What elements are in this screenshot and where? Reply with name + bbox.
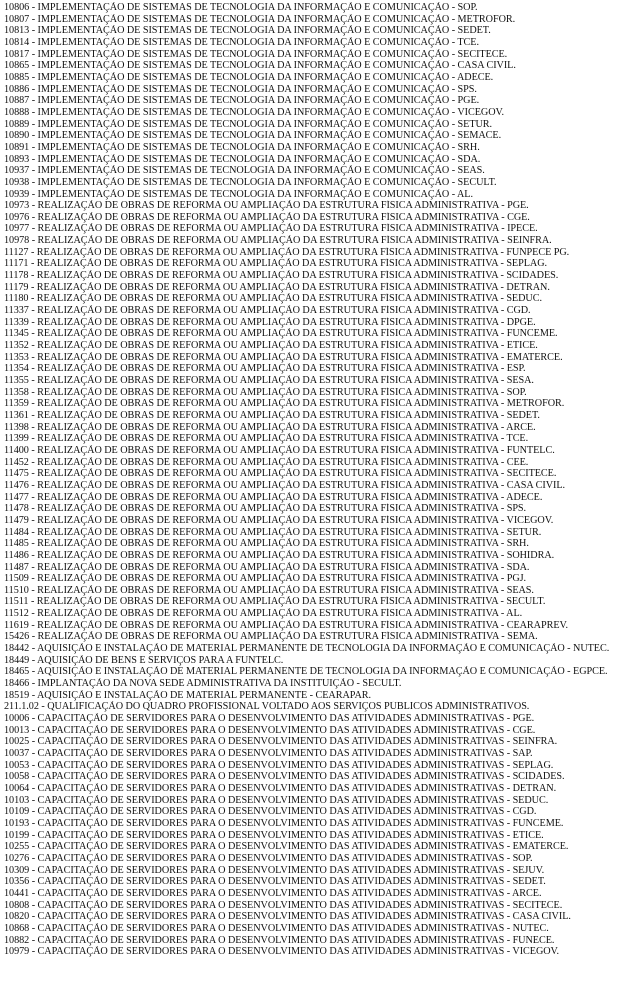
- document-line: 10064 - CAPACITAÇÃO DE SERVIDORES PARA O DESENVOLVIMENTO DAS ATIVIDADES ADMINISTRATIVAS - DETRAN.: [4, 782, 557, 794]
- document-line: 10814 - IMPLEMENTAÇÃO DE SISTEMAS DE TECNOLOGIA DA INFORMAÇÃO E COMUNICAÇÃO - TCE.: [4, 36, 479, 48]
- document-line: 11478 - REALIZAÇÃO DE OBRAS DE REFORMA OU AMPLIAÇÃO DA ESTRUTURA FÍSICA ADMINISTRATIVA - SPS.: [4, 503, 527, 515]
- document-line: 11358 - REALIZAÇÃO DE OBRAS DE REFORMA OU AMPLIAÇÃO DA ESTRUTURA FÍSICA ADMINISTRATIVA - SOP.: [4, 386, 527, 398]
- document-line: 10886 - IMPLEMENTAÇÃO DE SISTEMAS DE TECNOLOGIA DA INFORMAÇÃO E COMUNICAÇÃO - SPS.: [4, 83, 477, 95]
- document-line: 11487 - REALIZAÇÃO DE OBRAS DE REFORMA OU AMPLIAÇÃO DA ESTRUTURA FÍSICA ADMINISTRATIVA - SDA.: [4, 561, 530, 573]
- document-line: 10053 - CAPACITAÇÃO DE SERVIDORES PARA O DESENVOLVIMENTO DAS ATIVIDADES ADMINISTRATIVAS - SEPLAG.: [4, 759, 554, 771]
- document-line: 18465 - AQUISIÇÃO E INSTALAÇÃO DE MATERIAL PERMANENTE DE TECNOLOGIA DA INFORMAÇÃO E COMUNICAÇÃO - EGPCE.: [4, 666, 608, 678]
- document-line: 10013 - CAPACITAÇÃO DE SERVIDORES PARA O DESENVOLVIMENTO DAS ATIVIDADES ADMINISTRATIVAS - CGE.: [4, 724, 536, 736]
- document-line: 10109 - CAPACITAÇÃO DE SERVIDORES PARA O DESENVOLVIMENTO DAS ATIVIDADES ADMINISTRATIVAS - CGD.: [4, 806, 537, 818]
- document-line: 10885 - IMPLEMENTAÇÃO DE SISTEMAS DE TECNOLOGIA DA INFORMAÇÃO E COMUNICAÇÃO - ADECE.: [4, 71, 494, 83]
- document-line: 10817 - IMPLEMENTAÇÃO DE SISTEMAS DE TECNOLOGIA DA INFORMAÇÃO E COMUNICAÇÃO - SECITECE.: [4, 48, 508, 60]
- document-line: 10891 - IMPLEMENTAÇÃO DE SISTEMAS DE TECNOLOGIA DA INFORMAÇÃO E COMUNICAÇÃO - SRH.: [4, 141, 480, 153]
- document-line: 11180 - REALIZAÇÃO DE OBRAS DE REFORMA OU AMPLIAÇÃO DA ESTRUTURA FÍSICA ADMINISTRATIVA - SEDUC.: [4, 293, 542, 305]
- document-line: 11510 - REALIZAÇÃO DE OBRAS DE REFORMA OU AMPLIAÇÃO DA ESTRUTURA FÍSICA ADMINISTRATIVA - SEAS.: [4, 584, 534, 596]
- document-line: 11509 - REALIZAÇÃO DE OBRAS DE REFORMA OU AMPLIAÇÃO DA ESTRUTURA FÍSICA ADMINISTRATIVA - PGJ.: [4, 573, 527, 585]
- document-line: 10938 - IMPLEMENTAÇÃO DE SISTEMAS DE TECNOLOGIA DA INFORMAÇÃO E COMUNICAÇÃO - SECULT.: [4, 176, 497, 188]
- document-line: 10820 - CAPACITAÇÃO DE SERVIDORES PARA O DESENVOLVIMENTO DAS ATIVIDADES ADMINISTRATIVAS - CASA CIVIL.: [4, 911, 571, 923]
- document-line: 11179 - REALIZAÇÃO DE OBRAS DE REFORMA OU AMPLIAÇÃO DA ESTRUTURA FÍSICA ADMINISTRATIVA - DETRAN.: [4, 281, 550, 293]
- document-line: 11352 - REALIZAÇÃO DE OBRAS DE REFORMA OU AMPLIAÇÃO DA ESTRUTURA FÍSICA ADMINISTRATIVA - ETICE.: [4, 340, 538, 352]
- document-line: 10865 - IMPLEMENTAÇÃO DE SISTEMAS DE TECNOLOGIA DA INFORMAÇÃO E COMUNICAÇÃO - CASA CIVIL.: [4, 60, 516, 72]
- document-line: 11485 - REALIZAÇÃO DE OBRAS DE REFORMA OU AMPLIAÇÃO DA ESTRUTURA FÍSICA ADMINISTRATIVA - SRH.: [4, 538, 529, 550]
- document-line: 10276 - CAPACITAÇÃO DE SERVIDORES PARA O DESENVOLVIMENTO DAS ATIVIDADES ADMINISTRATIVAS - SOP.: [4, 852, 533, 864]
- document-line: 11512 - REALIZAÇÃO DE OBRAS DE REFORMA OU AMPLIAÇÃO DA ESTRUTURA FÍSICA ADMINISTRATIVA - AL.: [4, 608, 523, 620]
- document-line: 211.1.02 - QUALIFICAÇÃO DO QUADRO PROFISSIONAL VOLTADO AOS SERVIÇOS PÚBLICOS ADMINISTRATIVOS.: [4, 701, 530, 713]
- document-line: 11127 - REALIZAÇÃO DE OBRAS DE REFORMA OU AMPLIAÇÃO DA ESTRUTURA FÍSICA ADMINISTRATIVA - FUNPECE PG.: [4, 246, 570, 258]
- document-line: 18449 - AQUISIÇÃO DE BENS E SERVIÇOS PARA A FUNTELC.: [4, 654, 284, 666]
- document-line: 11479 - REALIZAÇÃO DE OBRAS DE REFORMA OU AMPLIAÇÃO DA ESTRUTURA FÍSICA ADMINISTRATIVA - VICEGOV.: [4, 514, 554, 526]
- document-line: 10893 - IMPLEMENTAÇÃO DE SISTEMAS DE TECNOLOGIA DA INFORMAÇÃO E COMUNICAÇÃO - SDA.: [4, 153, 481, 165]
- document-line: 10890 - IMPLEMENTAÇÃO DE SISTEMAS DE TECNOLOGIA DA INFORMAÇÃO E COMUNICAÇÃO - SEMACE.: [4, 130, 502, 142]
- document-line: 10978 - REALIZAÇÃO DE OBRAS DE REFORMA OU AMPLIAÇÃO DA ESTRUTURA FÍSICA ADMINISTRATIVA - SEINFRA.: [4, 235, 552, 247]
- document-line: 10979 - CAPACITAÇÃO DE SERVIDORES PARA O DESENVOLVIMENTO DAS ATIVIDADES ADMINISTRATIVAS - VICEGOV.: [4, 946, 560, 958]
- document-line: 11398 - REALIZAÇÃO DE OBRAS DE REFORMA OU AMPLIAÇÃO DA ESTRUTURA FÍSICA ADMINISTRATIVA - ARCE.: [4, 421, 536, 433]
- document-line: 11353 - REALIZAÇÃO DE OBRAS DE REFORMA OU AMPLIAÇÃO DA ESTRUTURA FÍSICA ADMINISTRATIVA - EMATERCE.: [4, 351, 563, 363]
- document-line: 10441 - CAPACITAÇÃO DE SERVIDORES PARA O DESENVOLVIMENTO DAS ATIVIDADES ADMINISTRATIVAS - ARCE.: [4, 887, 542, 899]
- document-line: 10887 - IMPLEMENTAÇÃO DE SISTEMAS DE TECNOLOGIA DA INFORMAÇÃO E COMUNICAÇÃO - PGE.: [4, 95, 480, 107]
- document-line: 11400 - REALIZAÇÃO DE OBRAS DE REFORMA OU AMPLIAÇÃO DA ESTRUTURA FÍSICA ADMINISTRATIVA - FUNTELC.: [4, 444, 555, 456]
- document-line: 18519 - AQUISIÇÃO E INSTALAÇÃO DE MATERIAL PERMANENTE - CEARAPAR.: [4, 689, 372, 701]
- document-line: 10309 - CAPACITAÇÃO DE SERVIDORES PARA O DESENVOLVIMENTO DAS ATIVIDADES ADMINISTRATIVAS - SEJUV.: [4, 864, 545, 876]
- document-line: 11354 - REALIZAÇÃO DE OBRAS DE REFORMA OU AMPLIAÇÃO DA ESTRUTURA FÍSICA ADMINISTRATIVA - ESP.: [4, 363, 526, 375]
- document-line: 11359 - REALIZAÇÃO DE OBRAS DE REFORMA OU AMPLIAÇÃO DA ESTRUTURA FÍSICA ADMINISTRATIVA - METROFOR.: [4, 398, 565, 410]
- document-line: 11475 - REALIZAÇÃO DE OBRAS DE REFORMA OU AMPLIAÇÃO DA ESTRUTURA FÍSICA ADMINISTRATIVA - SECITECE.: [4, 468, 557, 480]
- document-body: [4, 2, 615, 958]
- document-line: 10193 - CAPACITAÇÃO DE SERVIDORES PARA O DESENVOLVIMENTO DAS ATIVIDADES ADMINISTRATIVAS - FUNCEME.: [4, 817, 564, 829]
- document-line: 10888 - IMPLEMENTAÇÃO DE SISTEMAS DE TECNOLOGIA DA INFORMAÇÃO E COMUNICAÇÃO - VICEGOV.: [4, 106, 505, 118]
- document-line: 10882 - CAPACITAÇÃO DE SERVIDORES PARA O DESENVOLVIMENTO DAS ATIVIDADES ADMINISTRATIVAS - FUNECE.: [4, 934, 555, 946]
- document-line: 10889 - IMPLEMENTAÇÃO DE SISTEMAS DE TECNOLOGIA DA INFORMAÇÃO E COMUNICAÇÃO - SETUR.: [4, 118, 493, 130]
- document-line: 10255 - CAPACITAÇÃO DE SERVIDORES PARA O DESENVOLVIMENTO DAS ATIVIDADES ADMINISTRATIVAS - EMATERCE.: [4, 841, 569, 853]
- document-line: 10356 - CAPACITAÇÃO DE SERVIDORES PARA O DESENVOLVIMENTO DAS ATIVIDADES ADMINISTRATIVAS - SEDET.: [4, 876, 546, 888]
- document-line: 11339 - REALIZAÇÃO DE OBRAS DE REFORMA OU AMPLIAÇÃO DA ESTRUTURA FÍSICA ADMINISTRATIVA - DPGE.: [4, 316, 536, 328]
- document-line: 11355 - REALIZAÇÃO DE OBRAS DE REFORMA OU AMPLIAÇÃO DA ESTRUTURA FÍSICA ADMINISTRATIVA - SESA.: [4, 375, 534, 386]
- document-line: 11399 - REALIZAÇÃO DE OBRAS DE REFORMA OU AMPLIAÇÃO DA ESTRUTURA FÍSICA ADMINISTRATIVA - TCE.: [4, 433, 529, 445]
- document-line: 11345 - REALIZAÇÃO DE OBRAS DE REFORMA OU AMPLIAÇÃO DA ESTRUTURA FÍSICA ADMINISTRATIVA - FUNCEME.: [4, 328, 558, 340]
- document-line: 10058 - CAPACITAÇÃO DE SERVIDORES PARA O DESENVOLVIMENTO DAS ATIVIDADES ADMINISTRATIVAS - SCIDADES.: [4, 771, 565, 783]
- document-line: 18442 - AQUISIÇÃO E INSTALAÇÃO DE MATERIAL PERMANENTE DE TECNOLOGIA DA INFORMAÇÃO E COMUNICAÇÃO - NUTEC.: [4, 643, 610, 655]
- document-line: 10807 - IMPLEMENTAÇÃO DE SISTEMAS DE TECNOLOGIA DA INFORMAÇÃO E COMUNICAÇÃO - METROFOR.: [4, 13, 516, 25]
- document-line: 18466 - IMPLANTAÇÃO DA NOVA SEDE ADMINISTRATIVA DA INSTITUIÇÃO - SECULT.: [4, 678, 402, 690]
- document-line: 11476 - REALIZAÇÃO DE OBRAS DE REFORMA OU AMPLIAÇÃO DA ESTRUTURA FÍSICA ADMINISTRATIVA - CASA CIVIL.: [4, 479, 566, 491]
- document-line: 10808 - CAPACITAÇÃO DE SERVIDORES PARA O DESENVOLVIMENTO DAS ATIVIDADES ADMINISTRATIVAS - SECITECE.: [4, 899, 563, 911]
- document-line: 10006 - CAPACITAÇÃO DE SERVIDORES PARA O DESENVOLVIMENTO DAS ATIVIDADES ADMINISTRATIVAS - PGE.: [4, 713, 535, 725]
- document-line: 10977 - REALIZAÇÃO DE OBRAS DE REFORMA OU AMPLIAÇÃO DA ESTRUTURA FÍSICA ADMINISTRATIVA - IPECE.: [4, 223, 538, 235]
- document-line: 10973 - REALIZAÇÃO DE OBRAS DE REFORMA OU AMPLIAÇÃO DA ESTRUTURA FÍSICA ADMINISTRATIVA - PGE.: [4, 200, 529, 212]
- document-line: 10868 - CAPACITAÇÃO DE SERVIDORES PARA O DESENVOLVIMENTO DAS ATIVIDADES ADMINISTRATIVAS - NUTEC.: [4, 922, 549, 934]
- document-line: 15426 - REALIZAÇÃO DE OBRAS DE REFORMA OU AMPLIAÇÃO DA ESTRUTURA FÍSICA ADMINISTRATIVA - SEMA.: [4, 631, 538, 643]
- document-line: 10806 - IMPLEMENTAÇÃO DE SISTEMAS DE TECNOLOGIA DA INFORMAÇÃO E COMUNICAÇÃO - SOP.: [4, 2, 478, 13]
- document-line: 10976 - REALIZAÇÃO DE OBRAS DE REFORMA OU AMPLIAÇÃO DA ESTRUTURA FÍSICA ADMINISTRATIVA - CGE.: [4, 211, 530, 223]
- document-line: 11486 - REALIZAÇÃO DE OBRAS DE REFORMA OU AMPLIAÇÃO DA ESTRUTURA FÍSICA ADMINISTRATIVA - SOHIDRA.: [4, 549, 555, 561]
- document-line: 10813 - IMPLEMENTAÇÃO DE SISTEMAS DE TECNOLOGIA DA INFORMAÇÃO E COMUNICAÇÃO - SEDET.: [4, 25, 491, 37]
- document-line: 11452 - REALIZAÇÃO DE OBRAS DE REFORMA OU AMPLIAÇÃO DA ESTRUTURA FÍSICA ADMINISTRATIVA - CEE.: [4, 456, 529, 468]
- document-line: 11171 - REALIZAÇÃO DE OBRAS DE REFORMA OU AMPLIAÇÃO DA ESTRUTURA FÍSICA ADMINISTRATIVA - SEPLAG.: [4, 258, 548, 270]
- document-line: 10937 - IMPLEMENTAÇÃO DE SISTEMAS DE TECNOLOGIA DA INFORMAÇÃO E COMUNICAÇÃO - SEAS.: [4, 165, 485, 177]
- document-line: 10037 - CAPACITAÇÃO DE SERVIDORES PARA O DESENVOLVIMENTO DAS ATIVIDADES ADMINISTRATIVAS - SAP.: [4, 748, 533, 759]
- document-line: 10025 - CAPACITAÇÃO DE SERVIDORES PARA O DESENVOLVIMENTO DAS ATIVIDADES ADMINISTRATIVAS - SEINFRA.: [4, 736, 558, 748]
- document-line: 11511 - REALIZAÇÃO DE OBRAS DE REFORMA OU AMPLIAÇÃO DA ESTRUTURA FÍSICA ADMINISTRATIVA - SECULT.: [4, 596, 546, 608]
- document-line: 11619 - REALIZAÇÃO DE OBRAS DE REFORMA OU AMPLIAÇÃO DA ESTRUTURA FÍSICA ADMINISTRATIVA - CEARAPREV.: [4, 619, 568, 631]
- document-line: 10199 - CAPACITAÇÃO DE SERVIDORES PARA O DESENVOLVIMENTO DAS ATIVIDADES ADMINISTRATIVAS - ETICE.: [4, 829, 544, 841]
- document-line: 11337 - REALIZAÇÃO DE OBRAS DE REFORMA OU AMPLIAÇÃO DA ESTRUTURA FÍSICA ADMINISTRATIVA - CGD.: [4, 305, 531, 317]
- document-line: 10939 - IMPLEMENTAÇÃO DE SISTEMAS DE TECNOLOGIA DA INFORMAÇÃO E COMUNICAÇÃO - AL.: [4, 188, 473, 200]
- document-line: 11477 - REALIZAÇÃO DE OBRAS DE REFORMA OU AMPLIAÇÃO DA ESTRUTURA FÍSICA ADMINISTRATIVA - ADECE.: [4, 491, 543, 503]
- document-line: 11484 - REALIZAÇÃO DE OBRAS DE REFORMA OU AMPLIAÇÃO DA ESTRUTURA FÍSICA ADMINISTRATIVA - SETUR.: [4, 526, 542, 538]
- document-line: 11361 - REALIZAÇÃO DE OBRAS DE REFORMA OU AMPLIAÇÃO DA ESTRUTURA FÍSICA ADMINISTRATIVA - SEDET.: [4, 409, 540, 421]
- document-line: 11178 - REALIZAÇÃO DE OBRAS DE REFORMA OU AMPLIAÇÃO DA ESTRUTURA FÍSICA ADMINISTRATIVA - SCIDADES.: [4, 270, 559, 282]
- document-line: 10103 - CAPACITAÇÃO DE SERVIDORES PARA O DESENVOLVIMENTO DAS ATIVIDADES ADMINISTRATIVAS - SEDUC.: [4, 794, 549, 806]
